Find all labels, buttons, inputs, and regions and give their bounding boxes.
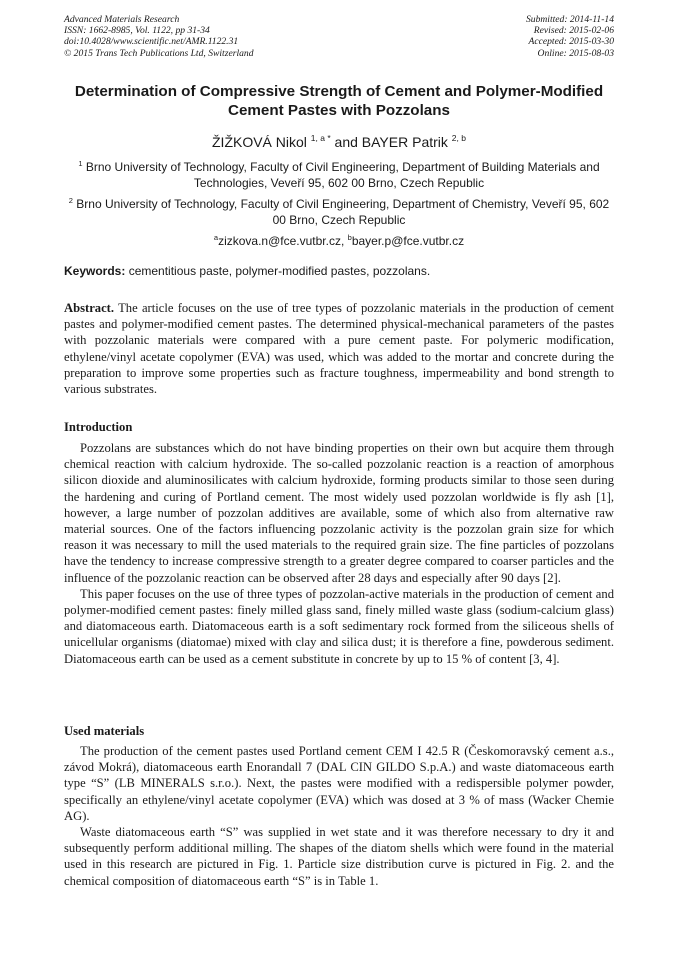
email-b-mark: b — [347, 233, 352, 242]
abstract-label: Abstract. — [64, 301, 115, 315]
paper-title: Determination of Compressive Strength of Cement and Polymer-Modified Cement Pastes with Pozzolans — [74, 83, 604, 119]
abstract — [64, 300, 614, 397]
email-b: bayer.p@fce.vutbr.cz — [351, 234, 465, 248]
publication-dates — [526, 14, 614, 59]
section-heading-introduction: Introduction — [64, 420, 133, 434]
paragraph: Waste diatomaceous earth “S” was supplied in wet state and it was therefore necessary to dry it and subsequently perform additional milling. The shapes of the diatom shells which were found in the material used in this research are pictured in Fig. 1. Particle size distribution curve is pictured in Fig. 2. and the chemical composition of diatomaceous earth “S” is in Table 1. — [64, 825, 614, 888]
keywords — [64, 264, 614, 279]
author-connector: and — [334, 134, 358, 150]
affiliation-2-mark: 2 — [68, 196, 73, 205]
section-heading-used-materials: Used materials — [64, 724, 145, 738]
paragraph: Pozzolans are substances which do not have binding properties on their own but acquire them through chemical reaction with calcium hydroxide. The so-called pozzolanic reaction is a reaction of amorphous silicon dioxide and aluminosilicates with calcium hydroxide, forming products similar to those seen during the hardening and curing of Portland cement. The most widely used pozzolan worldwide is fly ash [1], however, a large number of pozzolan additives are available, some of which also from alternative raw material sources. One of the factors influencing pozzolanic activity is the pozzolan grain size for which reason it was necessary to mill the used materials to the required grain size. The fine particles of pozzolans have the tendency to increase compressive strength to a greater degree compared to coarser particles and the influence of the pozzolanic reaction can be observed after 28 days and especially after 90 days [2]. — [64, 441, 614, 585]
date-submitted: Submitted: 2014-11-14 — [525, 14, 614, 25]
affiliation-2 — [64, 193, 614, 228]
journal-issn: ISSN: 1662-8985, Vol. 1122, pp 31-34 — [64, 25, 210, 37]
abstract-text: The article focuses on the use of tree types of pozzolanic materials in the production of cement pastes and polymer-modified cement pastes. The determined physical-mechanical parameters of the pastes with pozzolanic materials were compared with a pure cement paste. For polymeric modification, ethylene/vinyl acetate copolymer (EVA) was used, which was added to the mortar and concrete during the preparation to improve some properties such as fracture toughness, impermeability and bond strength to various substrates. — [64, 301, 614, 397]
email-a-mark: a — [213, 233, 219, 242]
date-accepted: Accepted: 2015-03-30 — [528, 36, 614, 48]
affiliation-1-text: Brno University of Technology, Faculty of Civil Engineering, Department of Building Materials and Technologies, Veveří 95, 602 00 Brno, Czech Republic — [85, 160, 600, 190]
journal-name: Advanced Materials Research — [64, 14, 180, 25]
author-2-marks: 2, b — [451, 133, 466, 143]
paragraph: The production of the cement pastes used Portland cement CEM I 42.5 R (Českomoravský cement a.s., závod Mokrá), diatomaceous earth Enorandall 7 (DAL CIN GILDO S.p.A.) and waste diatomaceous earth type “S” (LB MINERALS s.r.o.). Next, the pastes were modified with a redispersible polymer powder, specifically an ethylene/vinyl acetate copolymer (EVA) which was dosed at 3 % of mass (Wacker Chemie AG). — [64, 744, 614, 823]
author-1-marks: 1, a * — [310, 133, 331, 143]
journal-doi: doi:10.4028/www.scientific.net/AMR.1122.31 — [64, 36, 239, 48]
date-online: Online: 2015-08-03 — [537, 47, 614, 59]
email-a: zizkova.n@fce.vutbr.cz, — [218, 234, 345, 248]
journal-copyright: © 2015 Trans Tech Publications Ltd, Switzerland — [64, 47, 254, 59]
date-revised: Revised: 2015-02-06 — [533, 25, 614, 37]
author-emails — [64, 230, 614, 249]
keywords-label: Keywords: — [64, 264, 126, 278]
affiliation-2-text: Brno University of Technology, Faculty of Civil Engineering, Department of Chemistry, Veveří 95, 602 00 Brno, Czech Republic — [76, 197, 610, 227]
affiliation-1-mark: 1 — [78, 159, 83, 168]
journal-info — [64, 14, 254, 59]
introduction-body — [64, 440, 614, 667]
author-1: ŽIŽKOVÁ Nikol — [212, 134, 307, 150]
author-2: BAYER Patrik — [361, 134, 448, 150]
used-materials-body — [64, 743, 614, 889]
author-line — [64, 130, 614, 151]
paragraph: This paper focuses on the use of three types of pozzolan-active materials in the production of cement and polymer-modified cement pastes: finely milled glass sand, finely milled waste glass (sodium-calcium glass) and diatomaceous earth. Diatomaceous earth is a soft sedimentary rock formed from the siliceous shells of unicellular organisms (diatomae) mixed with clay and silica dust; it is therefore a fine, powderous sediment. Diatomaceous earth can be used as a cement substitute in concrete by up to 15 % of content [3, 4]. — [64, 586, 614, 666]
affiliation-1 — [64, 156, 614, 191]
keywords-text: cementitious paste, polymer-modified pastes, pozzolans. — [128, 264, 431, 278]
